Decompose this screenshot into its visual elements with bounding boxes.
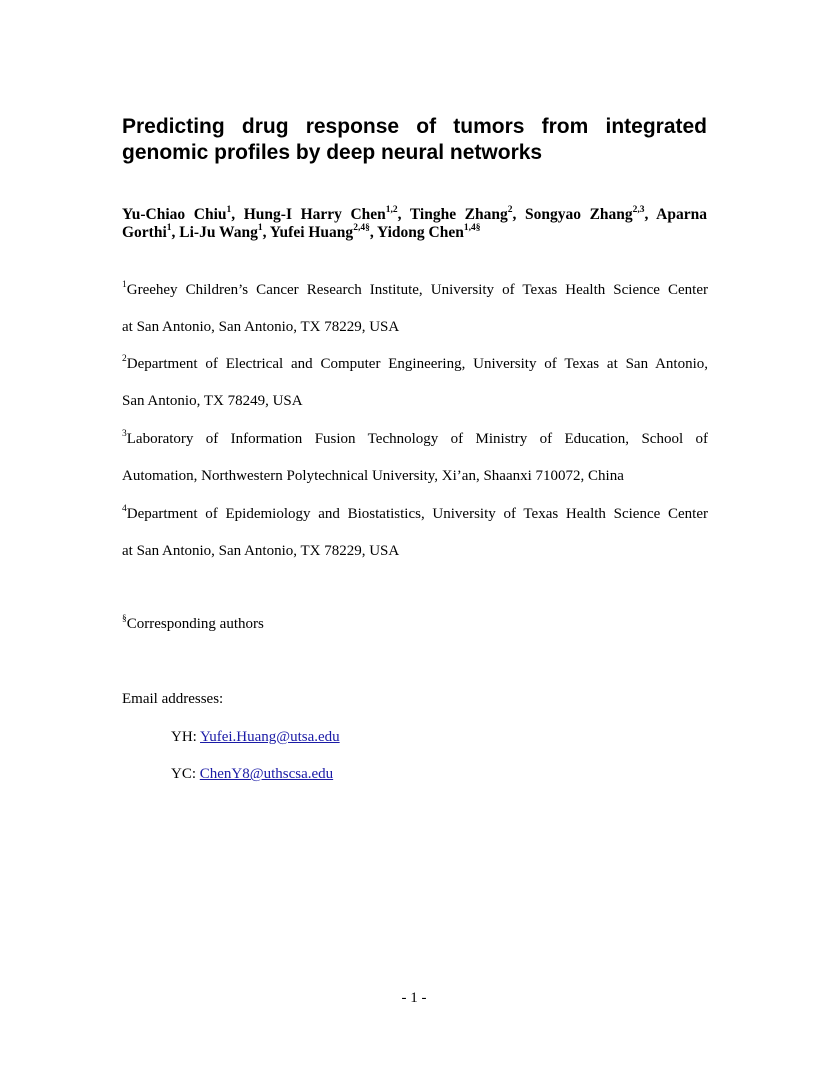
affiliation-text: Department of Epidemiology and Biostatistics, University of Texas Health Science Center — [126, 506, 708, 522]
author-affiliation-marker: 1 — [226, 204, 232, 215]
title-line-1: Predicting drug response of tumors from integrated — [122, 115, 707, 138]
affiliation-text: Department of Electrical and Computer Engineering, University of Texas at San Antonio, — [126, 356, 708, 372]
author-separator: , — [262, 224, 270, 241]
author-affiliation-marker: 1 — [257, 222, 263, 233]
author-name: Yufei Huang — [269, 224, 354, 241]
author-affiliation-marker: 2,3 — [632, 204, 645, 215]
author-affiliation-marker: 1,2 — [385, 204, 398, 215]
affiliation-marker: 3 — [122, 429, 127, 439]
author-separator: , — [512, 206, 525, 223]
author-affiliation-marker: 1,4§ — [463, 222, 481, 233]
author-name: Li-Ju Wang — [179, 224, 258, 241]
author-line-1 — [122, 206, 707, 224]
author-affiliation-marker: 2,4§ — [353, 222, 370, 233]
paper-title — [122, 114, 707, 166]
author-affiliation-marker: 1 — [166, 222, 172, 233]
author-line-2 — [122, 224, 707, 242]
author-last-name: Gorthi — [122, 224, 167, 241]
author-list — [122, 206, 707, 242]
affiliation-line-2: San Antonio, TX 78249, USA — [122, 393, 303, 409]
affiliation-text: Laboratory of Information Fusion Technology of Ministry of Education, School of — [126, 431, 708, 447]
author-name: Hung-I Harry Chen — [243, 206, 386, 223]
affiliation-text: Greehey Children’s Cancer Research Institute, University of Texas Health Science Center — [126, 282, 708, 298]
author-name: Yu-Chiao Chiu — [122, 206, 227, 223]
corresponding-note — [122, 616, 264, 633]
email-link-yh[interactable]: Yufei.Huang@utsa.edu — [200, 729, 340, 745]
author-separator: , — [397, 206, 410, 223]
corresponding-marker: § — [122, 614, 127, 624]
affiliation-1 — [122, 281, 708, 336]
author-separator: , — [369, 224, 377, 241]
affiliation-marker: 1 — [122, 280, 127, 290]
author-separator: , — [644, 206, 657, 223]
affiliation-line-2: Automation, Northwestern Polytechnical University, Xi’an, Shaanxi 710072, China — [122, 468, 624, 484]
author-name: Tinghe Zhang — [409, 206, 508, 223]
affiliation-line-1 — [122, 281, 708, 299]
affiliation-line-1 — [122, 505, 708, 523]
author-name: Yidong Chen — [377, 224, 464, 241]
email-prefix: YH: — [171, 729, 201, 745]
affiliation-line-2: at San Antonio, San Antonio, TX 78229, USA — [122, 543, 400, 559]
author-separator: , — [171, 224, 180, 241]
affiliation-line-1 — [122, 430, 708, 448]
email-prefix: YC: — [171, 766, 200, 782]
author-first-name: Aparna — [656, 206, 707, 223]
title-line-2: genomic profiles by deep neural networks — [122, 141, 543, 164]
email-entry-yc — [171, 766, 333, 783]
email-link-yc[interactable]: ChenY8@uthscsa.edu — [199, 766, 334, 782]
affiliation-4 — [122, 505, 708, 560]
affiliation-2 — [122, 355, 708, 410]
email-entry-yh — [171, 729, 340, 746]
affiliation-marker: 2 — [122, 354, 127, 364]
corresponding-text: Corresponding authors — [126, 616, 264, 632]
page-number: - 1 - — [401, 990, 427, 1006]
author-separator: , — [231, 206, 244, 223]
affiliation-3 — [122, 430, 708, 485]
affiliation-line-2: at San Antonio, San Antonio, TX 78229, USA — [122, 319, 400, 335]
author-affiliation-marker: 2 — [507, 204, 513, 215]
affiliation-marker: 4 — [122, 504, 127, 514]
author-name: Songyao Zhang — [524, 206, 633, 223]
affiliation-line-1 — [122, 355, 708, 373]
email-heading: Email addresses: — [122, 691, 224, 707]
